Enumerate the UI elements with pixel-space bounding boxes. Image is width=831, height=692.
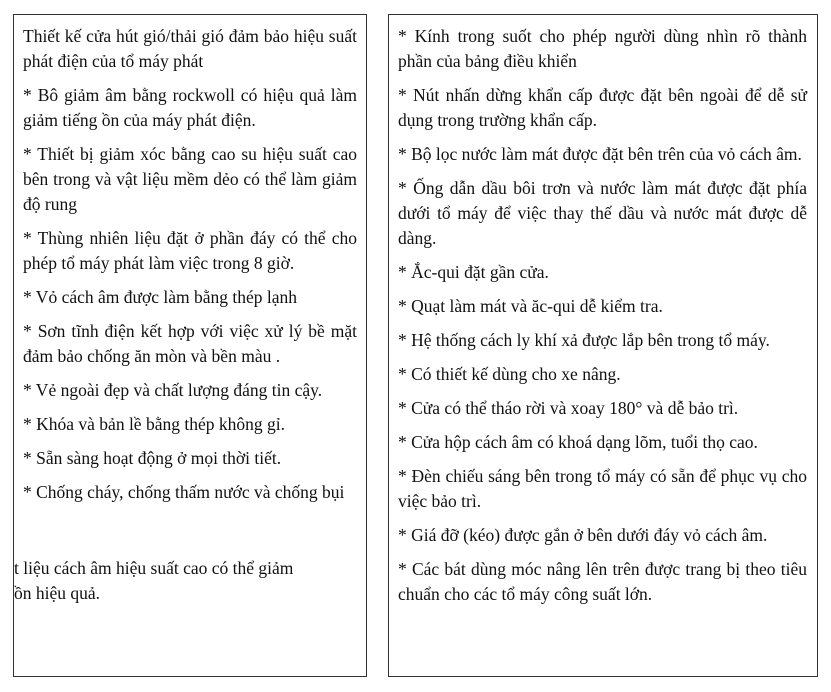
feature-paragraph: * Các bát dùng móc nâng lên trên được trang bị theo tiêu chuẩn cho các tổ máy công suất lớn. bbox=[398, 559, 807, 604]
left-text-column bbox=[13, 14, 367, 677]
clipped-text-line: ồn hiệu quả. bbox=[14, 583, 101, 603]
feature-paragraph: * Cửa có thể tháo rời và xoay 180° và dễ bảo trì. bbox=[398, 398, 739, 418]
clipped-text-fragment bbox=[14, 556, 354, 606]
feature-paragraph: * Vỏ cách âm được làm bằng thép lạnh bbox=[23, 287, 298, 307]
feature-paragraph: * Chống cháy, chống thấm nước và chống bụi bbox=[23, 482, 345, 502]
feature-paragraph: * Đèn chiếu sáng bên trong tổ máy có sẵn để phục vụ cho việc bảo trì. bbox=[398, 466, 807, 511]
feature-paragraph: Thiết kế cửa hút gió/thải gió đảm bảo hiệu suất phát điện của tổ máy phát bbox=[23, 26, 357, 71]
feature-paragraph: * Cửa hộp cách âm có khoá dạng lõm, tuổi thọ cao. bbox=[398, 432, 758, 452]
feature-paragraph: * Quạt làm mát và ăc-qui dễ kiểm tra. bbox=[398, 296, 663, 316]
right-text-column bbox=[388, 14, 818, 677]
right-column-content bbox=[398, 24, 807, 616]
feature-paragraph: * Vẻ ngoài đẹp và chất lượng đáng tin cậy. bbox=[23, 380, 323, 400]
feature-paragraph: * Ống dẫn dầu bôi trơn và nước làm mát được đặt phía dưới tổ máy để việc thay thế dầu và nước mát được dễ dàng. bbox=[398, 178, 807, 248]
feature-paragraph: * Sẵn sàng hoạt động ở mọi thời tiết. bbox=[23, 448, 282, 468]
feature-paragraph: * Kính trong suốt cho phép người dùng nhìn rõ thành phần của bảng điều khiển bbox=[398, 26, 807, 71]
feature-paragraph: * Thiết bị giảm xóc bằng cao su hiệu suất cao bên trong và vật liệu mềm dẻo có thể làm giảm độ rung bbox=[23, 144, 357, 214]
feature-paragraph: * Khóa và bản lề bằng thép không gỉ. bbox=[23, 414, 285, 434]
left-column-content bbox=[14, 24, 357, 603]
feature-paragraph: * Giá đỡ (kéo) được gắn ở bên dưới đáy vỏ cách âm. bbox=[398, 525, 768, 545]
feature-paragraph: * Bộ lọc nước làm mát được đặt bên trên của vỏ cách âm. bbox=[398, 144, 802, 164]
clipped-text-line: t liệu cách âm hiệu suất cao có thể giảm bbox=[14, 558, 294, 578]
feature-paragraph: * Hệ thống cách ly khí xả được lắp bên trong tổ máy. bbox=[398, 330, 770, 350]
feature-paragraph: * Nút nhấn dừng khẩn cấp được đặt bên ngoài để dễ sử dụng trong trường khẩn cấp. bbox=[398, 85, 807, 130]
feature-paragraph: * Ắc-qui đặt gần cửa. bbox=[398, 262, 549, 282]
feature-paragraph: * Có thiết kế dùng cho xe nâng. bbox=[398, 364, 621, 384]
feature-paragraph: * Bô giảm âm bằng rockwoll có hiệu quả làm giảm tiếng ồn của máy phát điện. bbox=[23, 85, 357, 130]
feature-paragraph: * Thùng nhiên liệu đặt ở phần đáy có thể cho phép tổ máy phát làm việc trong 8 giờ. bbox=[23, 228, 357, 273]
feature-paragraph: * Sơn tĩnh điện kết hợp với việc xử lý bề mặt đảm bảo chống ăn mòn và bền màu . bbox=[23, 321, 357, 366]
